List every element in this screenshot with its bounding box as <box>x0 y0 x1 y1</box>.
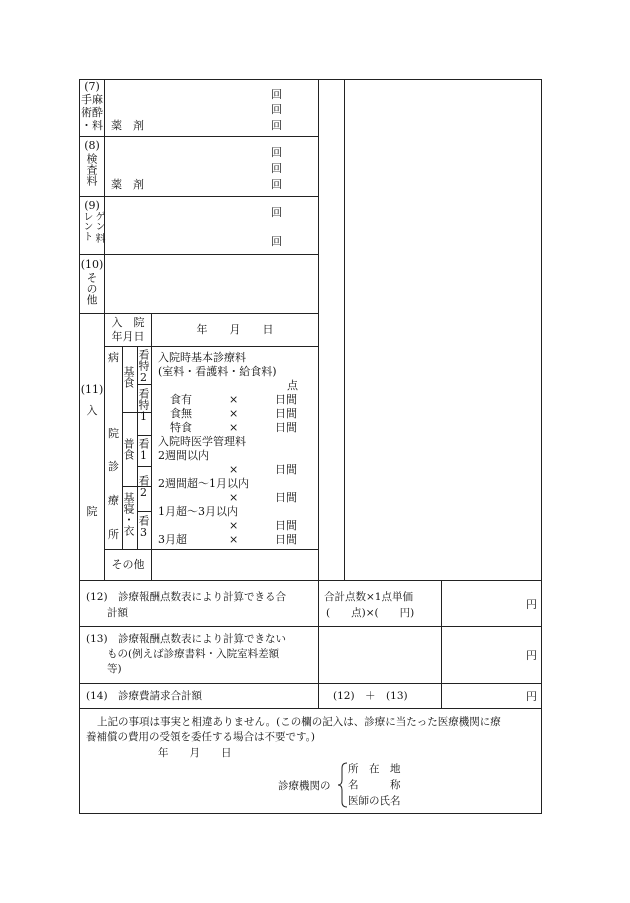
section-12-calc-2: ( 点)×( 円) <box>326 607 415 619</box>
meal-row-label: 特食 <box>170 421 192 434</box>
points-unit: 点 <box>287 379 298 392</box>
section-7-times-1: 回 <box>271 88 282 101</box>
basic-fee-subtitle: (室料・看護料・給食料) <box>158 365 277 378</box>
nursing-1: 看1 <box>137 438 150 462</box>
meal-row-label: 食無 <box>170 407 192 420</box>
hospital-char-1: 病 <box>108 351 119 364</box>
meal-row-label: 食有 <box>170 393 192 406</box>
clinic-char-2: 療 <box>108 494 119 507</box>
bedding-label: 基寝・衣 <box>122 492 135 536</box>
section-12-label-1: (12) 診療報酬点数表により計算できる合 <box>86 591 287 603</box>
period-label: 1月超〜3月以内 <box>158 505 238 518</box>
section-9-label-3: 料 <box>93 233 104 243</box>
cert-date: 年 月 日 <box>158 747 232 759</box>
institution-label: 診療機関の <box>278 780 331 792</box>
section-9-label-2: レント <box>81 211 92 241</box>
nursing-special-1: 看特1 <box>137 388 150 423</box>
period-label: 3月超 <box>158 533 187 546</box>
section-13-label-3: 等) <box>107 663 122 675</box>
meal-row-times: × <box>229 407 239 420</box>
section-8-label: 検査料 <box>85 153 98 186</box>
section-9-number: (9) <box>84 199 100 212</box>
period-label: 2週間超〜1月以内 <box>158 477 249 490</box>
period-unit: 日間 <box>275 463 297 476</box>
section-13-label-2: もの(例えば診療書料・入院室料差額 <box>107 648 280 660</box>
section-8-times-2: 回 <box>271 162 282 175</box>
section-14-yen: 円 <box>526 690 537 703</box>
nursing-special-2: 看特2 <box>137 349 150 384</box>
address-label: 所 在 地 <box>348 763 401 775</box>
section-7-times-3: 回 <box>271 119 282 132</box>
meal-row-unit: 日間 <box>275 407 297 420</box>
section-13-label-1: (13) 診療報酬点数表により計算できない <box>86 633 287 645</box>
section-7-label-3: ・料 <box>81 119 103 132</box>
section-14-formula: (12) ＋ (13) <box>333 690 408 702</box>
basic-meal-label: 基食 <box>122 366 135 388</box>
section-9-label-1: ゲン <box>93 211 104 231</box>
section-12-calc-1: 合計点数×1点単価 <box>324 591 413 603</box>
section-9-times-1: 回 <box>271 206 282 219</box>
period-label: 2週間以内 <box>158 449 209 462</box>
section-9-times-2: 回 <box>271 235 282 248</box>
cert-line-2: 養補償の費用の受領を委任する場合は不要です。) <box>86 731 316 743</box>
meal-row-times: × <box>229 393 239 406</box>
period-unit: 日間 <box>275 533 297 546</box>
period-times: × <box>229 463 239 476</box>
clinic-char-1: 診 <box>108 460 119 473</box>
basic-fee-title: 入院時基本診療料 <box>158 351 246 364</box>
meal-row-unit: 日間 <box>275 393 297 406</box>
section-11-number: (11) <box>80 383 104 396</box>
nursing-2: 看2 <box>137 475 150 499</box>
section-7-label-2: 術酔 <box>81 106 103 119</box>
section-12-label-2: 計額 <box>107 607 128 619</box>
section-8-number: (8) <box>84 139 100 152</box>
section-12-yen: 円 <box>526 598 537 611</box>
period-times: × <box>229 519 239 532</box>
admission-date-label-1: 入 院 <box>111 316 145 329</box>
section-7-drug-label: 薬 剤 <box>111 119 144 132</box>
section-8-drug-label: 薬 剤 <box>111 178 144 191</box>
section-7-label-1: 手麻 <box>81 93 103 106</box>
section-7-number: (7) <box>84 80 100 93</box>
section-10-number: (10) <box>80 258 104 271</box>
section-8-times-1: 回 <box>271 146 282 159</box>
section-11-label-1: 入 <box>86 404 98 417</box>
admission-date: 年 月 日 <box>196 323 274 336</box>
nursing-3: 看3 <box>137 515 150 539</box>
period-unit: 日間 <box>275 491 297 504</box>
hospital-char-2: 院 <box>108 427 119 440</box>
admission-date-label-2: 年月日 <box>111 330 145 343</box>
period-times: × <box>229 533 239 546</box>
cert-line-1: 上記の事項は事実と相違ありません。(この欄の記入は、診療に当たった医療機関に療 <box>97 716 501 728</box>
meal-row-unit: 日間 <box>275 421 297 434</box>
section-10-label: その他 <box>85 272 98 305</box>
medical-mgmt-title: 入院時医学管理料 <box>158 435 246 448</box>
section-14-label: (14) 診療費請求合計額 <box>86 690 203 702</box>
section-7-times-2: 回 <box>271 103 282 116</box>
doctor-name-label: 医師の氏名 <box>348 795 401 807</box>
clinic-char-3: 所 <box>108 528 119 541</box>
period-times: × <box>229 491 239 504</box>
name-label: 名 称 <box>348 779 401 791</box>
period-unit: 日間 <box>275 519 297 532</box>
section-11-label-2: 院 <box>86 505 98 518</box>
other-label: その他 <box>111 558 145 571</box>
meal-row-times: × <box>229 421 239 434</box>
brace-icon <box>338 762 348 808</box>
section-8-times-3: 回 <box>271 178 282 191</box>
section-13-yen: 円 <box>526 649 537 662</box>
normal-meal-label: 普食 <box>122 438 135 460</box>
